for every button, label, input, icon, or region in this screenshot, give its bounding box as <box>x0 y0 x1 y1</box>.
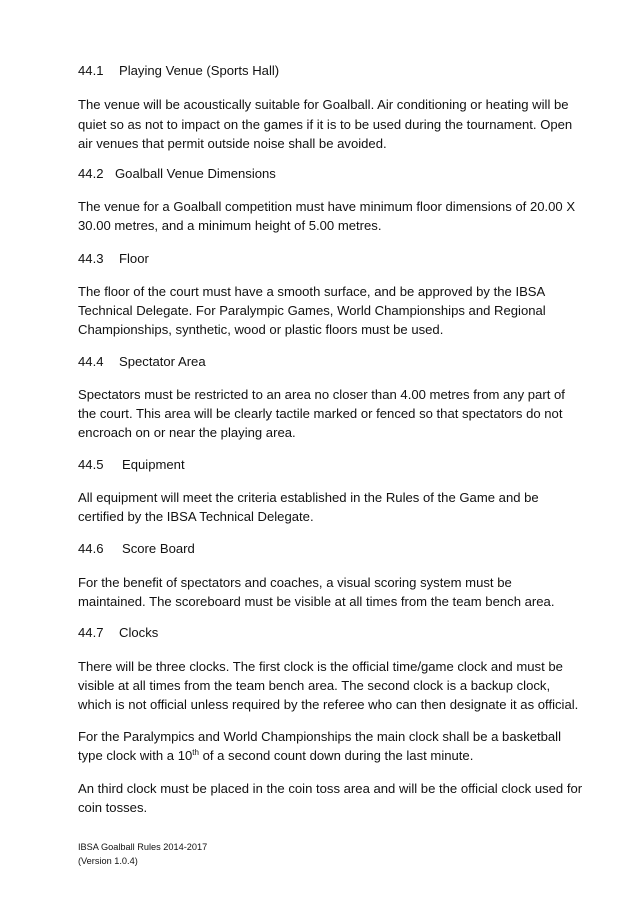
paragraph-line: the court. This area will be clearly tactile marked or fenced so that spectators do not <box>78 406 563 421</box>
paragraph-line: All equipment will meet the criteria established in the Rules of the Game and be <box>78 490 539 505</box>
section-heading-44-7 <box>78 623 159 643</box>
section-title: Spectator Area <box>119 354 206 369</box>
section-heading-44-4 <box>78 352 206 372</box>
text-before-sup: type clock with a 10 <box>78 748 193 763</box>
section-heading-44-2 <box>78 164 276 184</box>
paragraph-line: For the benefit of spectators and coaches, a visual scoring system must be <box>78 575 512 590</box>
section-title: Playing Venue (Sports Hall) <box>119 63 280 78</box>
section-number: 44.1 <box>78 63 104 78</box>
paragraph-line: The venue for a Goalball competition must have minimum floor dimensions of 20.00 X <box>78 199 576 214</box>
paragraph-line: maintained. The scoreboard must be visible at all times from the team bench area. <box>78 594 555 609</box>
section-number: 44.4 <box>78 354 104 369</box>
text-after-sup: of a second count down during the last minute. <box>198 748 474 763</box>
paragraph-line: encroach on or near the playing area. <box>78 425 296 440</box>
section-title: Clocks <box>119 625 159 640</box>
paragraph-line: coin tosses. <box>78 800 148 815</box>
paragraph-line: air venues that permit outside noise shall be avoided. <box>78 136 387 151</box>
section-title: Score Board <box>122 541 195 556</box>
section-title: Goalball Venue Dimensions <box>115 166 276 181</box>
paragraph-line: 30.00 metres, and a minimum height of 5.00 metres. <box>78 218 382 233</box>
section-heading-44-1 <box>78 61 280 81</box>
paragraph-line: which is not official unless required by the referee who can then designate it as official. <box>78 697 579 712</box>
paragraph-line: Championships, synthetic, wood or plastic floors must be used. <box>78 322 444 337</box>
paragraph-line: The venue will be acoustically suitable for Goalball. Air conditioning or heating will be <box>78 97 569 112</box>
paragraph-line: quiet so as not to impact on the games if it is to be used during the tournament. Open <box>78 117 573 132</box>
section-number: 44.3 <box>78 251 104 266</box>
paragraph-line: An third clock must be placed in the coin toss area and will be the official clock used for <box>78 781 583 796</box>
paragraph-line: Technical Delegate. For Paralympic Games, World Championships and Regional <box>78 303 546 318</box>
ordinal-superscript: th <box>192 748 199 757</box>
section-heading-44-3 <box>78 249 149 269</box>
section-title: Equipment <box>122 457 185 472</box>
section-number: 44.7 <box>78 625 104 640</box>
footer-title: IBSA Goalball Rules 2014-2017 <box>78 842 208 852</box>
section-number: 44.2 <box>78 166 104 181</box>
section-heading-44-5 <box>78 455 185 475</box>
paragraph-line-with-superscript <box>78 746 473 766</box>
section-number: 44.5 <box>78 457 104 472</box>
footer-version: (Version 1.0.4) <box>78 856 138 866</box>
paragraph-line: certified by the IBSA Technical Delegate. <box>78 509 314 524</box>
paragraph-line: The floor of the court must have a smooth surface, and be approved by the IBSA <box>78 284 546 299</box>
paragraph-line: Spectators must be restricted to an area no closer than 4.00 metres from any part of <box>78 387 565 402</box>
section-title: Floor <box>119 251 149 266</box>
section-number: 44.6 <box>78 541 104 556</box>
paragraph-line: visible at all times from the team bench area. The second clock is a backup clock, <box>78 678 551 693</box>
section-heading-44-6 <box>78 539 195 559</box>
paragraph-line: For the Paralympics and World Championships the main clock shall be a basketball <box>78 729 562 744</box>
paragraph-line: There will be three clocks. The first clock is the official time/game clock and must be <box>78 659 563 674</box>
